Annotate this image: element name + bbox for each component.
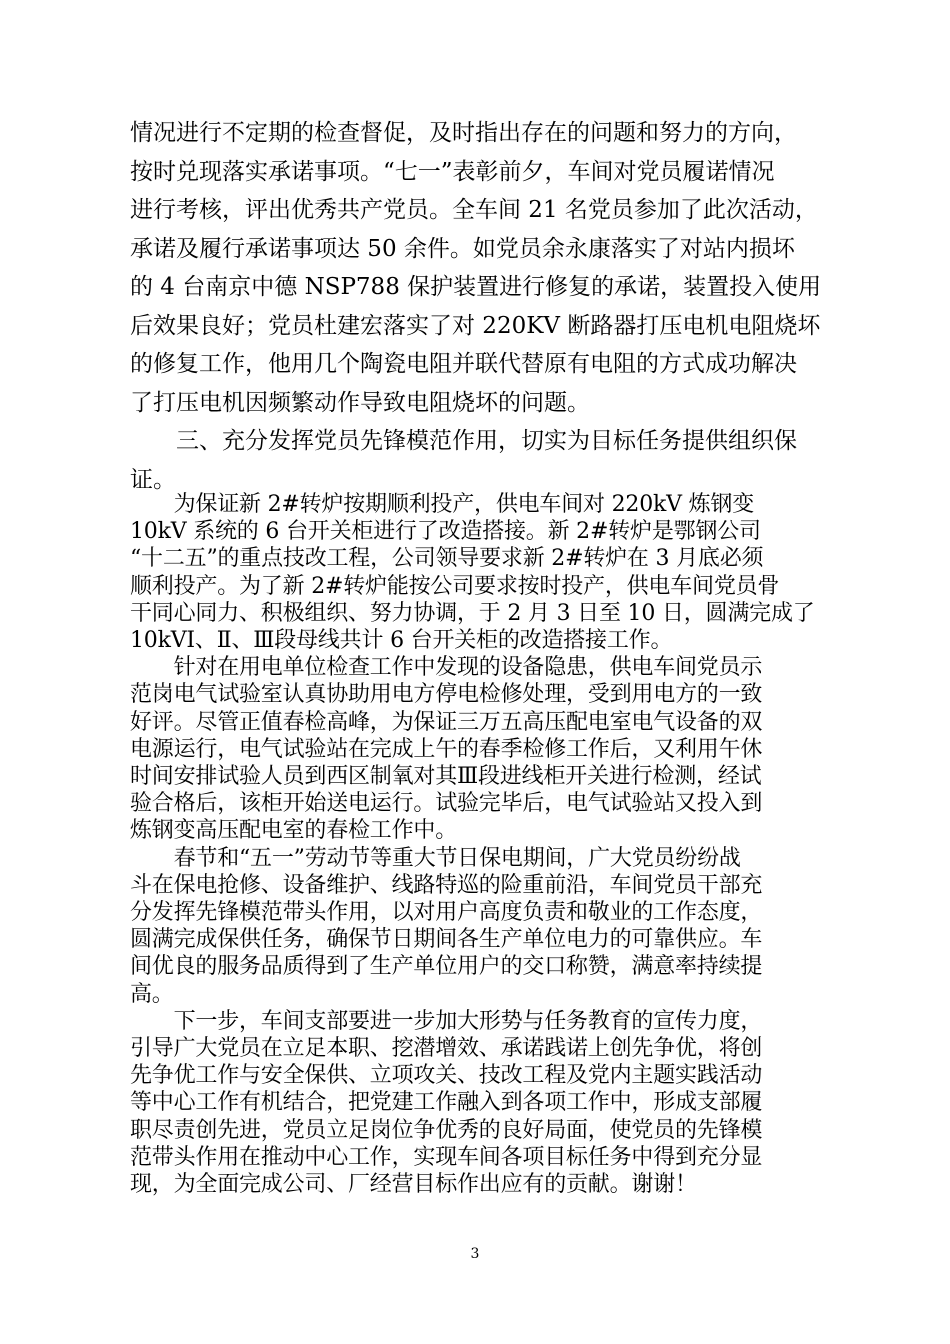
text-line: 圆满完成保供任务，确保节日期间各生产单位电力的可靠供应。车	[130, 927, 763, 953]
text-line: 为保证新 2#转炉按期顺利投产，供电车间对 220kV 炼钢变	[130, 492, 755, 517]
section-heading: 三、充分发挥党员先锋模范作用，切实为目标任务提供组织保	[176, 428, 797, 454]
text-line: 承诺及履行承诺事项达 50 余件。如党员余永康落实了对站内损坏	[130, 235, 795, 262]
section-heading-cont: 证。	[130, 466, 176, 493]
text-line: 炼钢变高压配电室的春检工作中。	[130, 818, 458, 844]
text-line: 的 4 台南京中德 NSP788 保护装置进行修复的承诺，装置投入使用	[130, 274, 822, 300]
text-line: 干同心同力、积极组织、努力协调，于 2 月 3 日至 10 日，圆满完成了	[130, 600, 815, 626]
text-line: 等中心工作有机结合，把党建工作融入到各项工作中，形成支部履	[130, 1090, 763, 1116]
text-line: 电源运行，电气试验站在完成上午的春季检修工作后，又利用午休	[130, 736, 763, 762]
text-line: 情况进行不定期的检查督促，及时指出存在的问题和努力的方向，	[130, 120, 797, 146]
text-line: 分发挥先锋模范带头作用，以对用户高度负责和敬业的工作态度，	[130, 900, 763, 926]
text-line: 时间安排试验人员到西区制氧对其Ⅲ段进线柜开关进行检测，经试	[130, 764, 762, 790]
text-line: 职尽责创先进，党员立足岗位争优秀的良好局面，使党员的先锋模	[130, 1117, 763, 1143]
text-line: 了打压电机因频繁动作导致电阻烧坏的问题。	[130, 389, 590, 416]
page-number: 3	[470, 1246, 480, 1262]
text-line: 的修复工作，他用几个陶瓷电阻并联代替原有电阻的方式成功解决	[130, 351, 797, 377]
text-line: 针对在用电单位检查工作中发现的设备隐患，供电车间党员示	[130, 655, 763, 681]
text-line: 范岗电气试验室认真协助用电方停电检修处理，受到用电方的一致	[130, 682, 763, 708]
text-line: 按时兑现落实承诺事项。“七一”表彰前夕，车间对党员履诺情况	[130, 158, 775, 185]
text-line: 春节和“五一”劳动节等重大节日保电期间，广大党员纷纷战	[130, 845, 741, 871]
text-line: “十二五”的重点技改工程，公司领导要求新 2#转炉在 3 月底必须	[130, 546, 764, 572]
text-line: 范带头作用在推动中心工作，实现车间各项目标任务中得到充分显	[130, 1144, 763, 1170]
text-line: 进行考核，评出优秀共产党员。全车间 21 名党员参加了此次活动，	[130, 197, 818, 223]
text-line: 间优良的服务品质得到了生产单位用户的交口称赞，满意率持续提	[130, 954, 763, 980]
text-line: 顺利投产。为了新 2#转炉能按公司要求按时投产，供电车间党员骨	[130, 573, 780, 599]
text-line: 10kVⅠ、Ⅱ、Ⅲ段母线共计 6 台开关柜的改造搭接工作。	[130, 628, 673, 654]
text-line: 现，为全面完成公司、厂经营目标作出应有的贡献。谢谢！	[130, 1172, 697, 1198]
text-line: 好评。尽管正值春检高峰，为保证三万五高压配电室电气设备的双	[130, 709, 763, 735]
text-line: 下一步，车间支部要进一步加大形势与任务教育的宣传力度，	[130, 1008, 763, 1034]
text-line: 先争优工作与安全保供、立项攻关、技改工程及党内主题实践活动	[130, 1063, 763, 1089]
body-text-section-1	[130, 114, 822, 499]
text-line: 10kV 系统的 6 台开关柜进行了改造搭接。新 2#转炉是鄂钢公司	[130, 519, 761, 545]
text-line: 高。	[130, 981, 174, 1007]
text-line: 引导广大党员在立足本职、挖潜增效、承诺践诺上创先争优，将创	[130, 1036, 763, 1062]
body-text-section-2	[130, 491, 822, 1198]
text-line: 后效果良好；党员杜建宏落实了对 220KV 断路器打压电机电阻烧坏	[130, 312, 821, 339]
text-line: 验合格后，该柜开始送电运行。试验完毕后，电气试验站又投入到	[130, 791, 763, 817]
text-line: 斗在保电抢修、设备维护、线路特巡的险重前沿，车间党员干部充	[130, 872, 763, 898]
